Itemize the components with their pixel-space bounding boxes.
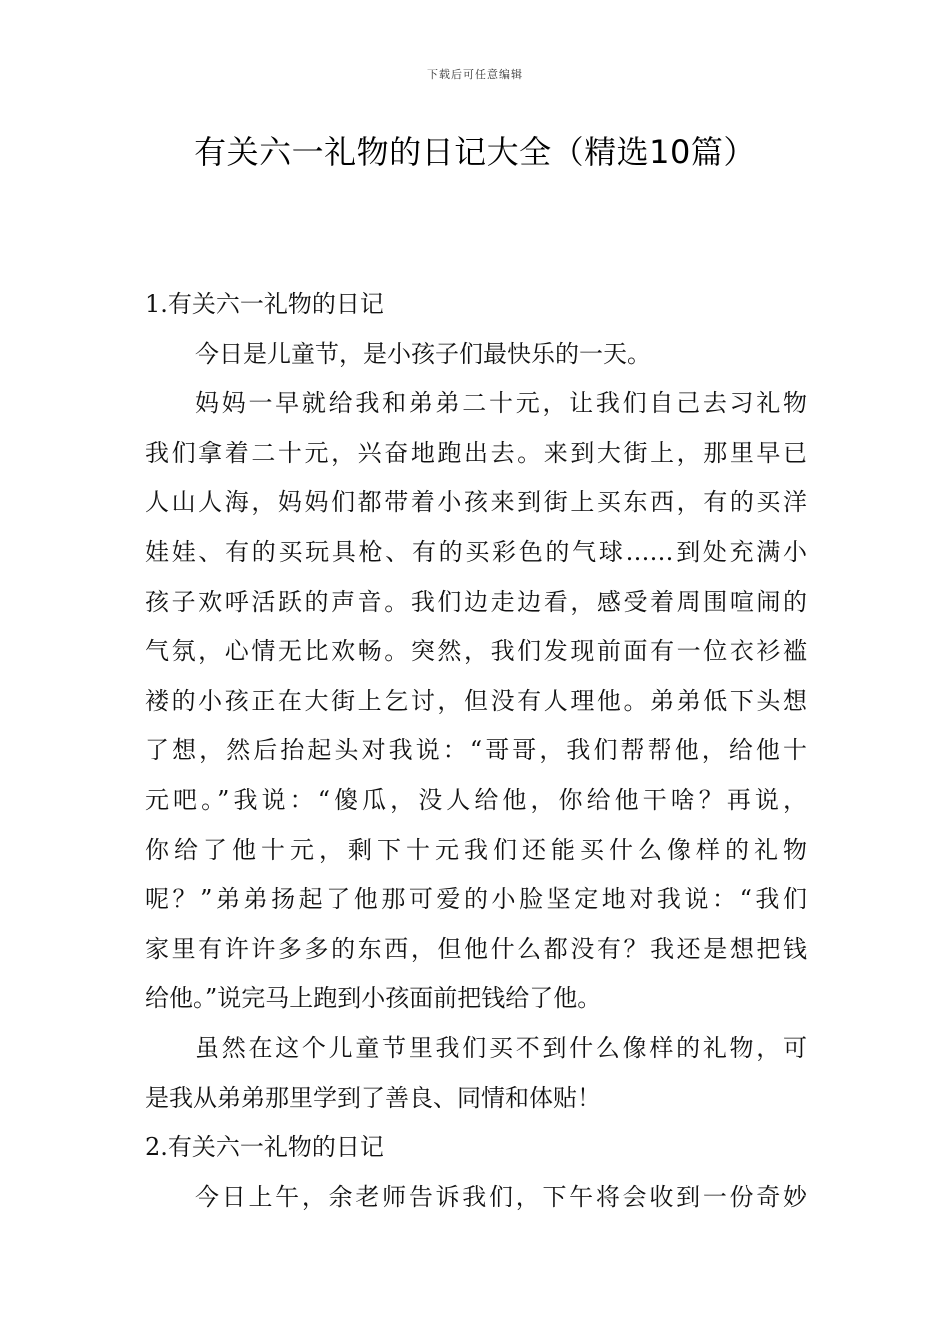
header-note: 下载后可任意编辑 <box>427 68 523 81</box>
paragraph-line: 虽然在这个儿童节里我们买不到什么像样的礼物，可 <box>195 1033 807 1062</box>
paragraph-line: 家里有许许多多的东西，但他什么都没有？我还是想把钱 <box>145 934 807 963</box>
document-body <box>145 280 807 1222</box>
section-heading: 1.有关六一礼物的日记 <box>145 290 384 318</box>
paragraph-line: 人山人海，妈妈们都带着小孩来到街上买东西，有的买洋 <box>145 488 807 517</box>
paragraph-line: 褛的小孩正在大街上乞讨，但没有人理他。弟弟低下头想 <box>145 686 807 715</box>
paragraph-line: 是我从弟弟那里学到了善良、同情和体贴！ <box>145 1083 601 1112</box>
paragraph-line: 元吧。”我说：“傻瓜，没人给他，你给他干啥？再说， <box>145 785 807 814</box>
paragraph-line: 孩子欢呼活跃的声音。我们边走边看，感受着周围喧闹的 <box>145 587 807 616</box>
paragraph-line: 今日上午，余老师告诉我们，下午将会收到一份奇妙 <box>195 1182 807 1211</box>
paragraph-line: 妈妈一早就给我和弟弟二十元，让我们自己去习礼物 <box>195 389 807 418</box>
paragraph-line: 呢？”弟弟扬起了他那可爱的小脸坚定地对我说：“我们 <box>145 885 807 914</box>
paragraph-line: 你给了他十元，剩下十元我们还能买什么像样的礼物 <box>145 835 807 864</box>
paragraph-line: 给他。”说完马上跑到小孩面前把钱给了他。 <box>145 984 602 1013</box>
paragraph-line: 我们拿着二十元，兴奋地跑出去。来到大街上，那里早已 <box>145 438 807 467</box>
paragraph-line: 今日是儿童节，是小孩子们最快乐的一天。 <box>195 339 651 368</box>
document-title: 有关六一礼物的日记大全（精选10篇） <box>194 133 756 171</box>
section-heading: 2.有关六一礼物的日记 <box>145 1133 384 1162</box>
paragraph-line: 了想，然后抬起头对我说：“哥哥，我们帮帮他，给他十 <box>145 736 807 765</box>
paragraph-line: 气氛，心情无比欢畅。突然，我们发现前面有一位衣衫褴 <box>145 637 807 666</box>
paragraph-line: 娃娃、有的买玩具枪、有的买彩色的气球……到处充满小 <box>145 537 807 566</box>
